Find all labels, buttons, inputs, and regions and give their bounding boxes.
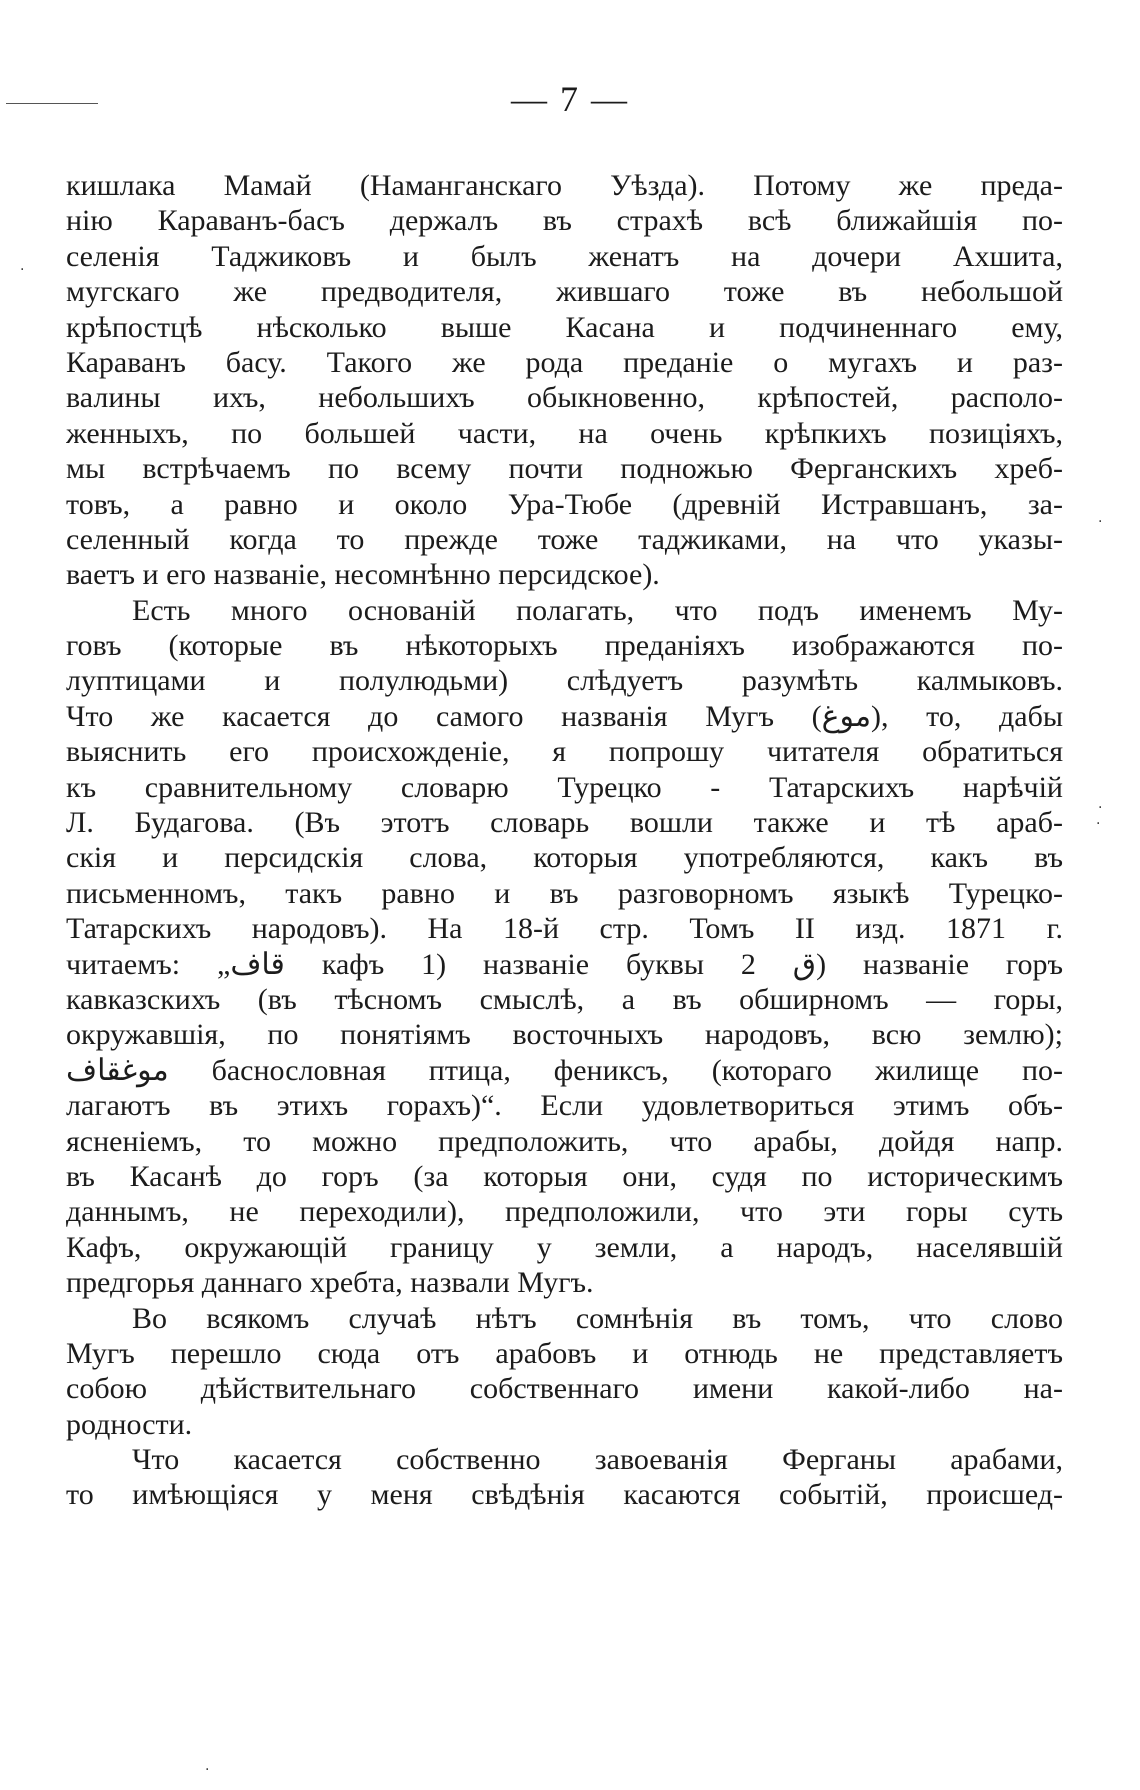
text-line: ясненіемъ, то можно предположить, что арабы, дойдя напр.	[66, 1124, 1063, 1158]
text-line: лагаютъ въ этихъ горахъ)“. Если удовлетвориться этимъ объ-	[66, 1089, 1063, 1123]
text-line: луптицами и полулюдьми) слѣдуетъ разумѣть калмыковъ.	[66, 664, 1063, 698]
text-line: даннымъ, не переходили), предположили, что эти горы суть	[66, 1195, 1063, 1229]
text-line: موغقاف баснословная птица, фениксъ, (котораго жилище по-	[66, 1053, 1063, 1087]
body-text	[66, 168, 1063, 1513]
margin-speck: ·	[20, 262, 25, 278]
text-line: Караванъ басу. Такого же рода преданіе о мугахъ и раз-	[66, 345, 1063, 379]
text-line: родности.	[66, 1407, 193, 1441]
text-line: говъ (которые въ нѣкоторыхъ преданіяхъ изображаются по-	[66, 629, 1063, 663]
text-line: селенія Таджиковъ и былъ женатъ на дочери Ахшита,	[66, 239, 1063, 273]
margin-speck: ·	[1098, 514, 1103, 530]
text-line: собою дѣйствительнаго собственнаго имени какой-либо на-	[66, 1372, 1063, 1406]
text-line: Кафъ, окружающій границу у земли, а народъ, населявшій	[66, 1230, 1063, 1264]
text-line: нію Караванъ-басъ держалъ въ страхѣ всѣ ближайшія по-	[66, 204, 1063, 238]
text-line: крѣпостцѣ нѣсколько выше Касана и подчиненнаго ему,	[66, 310, 1063, 344]
margin-speck: ·	[1096, 816, 1101, 832]
margin-speck: ·	[1098, 800, 1103, 816]
text-line: Мугъ перешло сюда отъ арабовъ и отнюдь не представляетъ	[66, 1336, 1063, 1370]
text-line: къ сравнительному словарю Турецко - Татарскихъ нарѣчій	[66, 770, 1063, 804]
text-line: Есть много основаній полагать, что подъ именемъ Му-	[132, 593, 1063, 627]
text-line: предгорья даннаго хребта, назвали Мугъ.	[66, 1266, 594, 1300]
text-line: Татарскихъ народовъ). На 18-й стр. Томъ II изд. 1871 г.	[66, 912, 1063, 946]
text-line: Что касается собственно завоеванія Ферганы арабами,	[132, 1443, 1063, 1477]
text-line: мы встрѣчаемъ по всему почти подножью Ферганскихъ хреб-	[66, 452, 1063, 486]
text-line: ваетъ и его названіе, несомнѣнно персидское).	[66, 558, 660, 592]
margin-speck: ·	[205, 1762, 210, 1778]
text-line: читаемъ: „قاف кафъ 1) названіе буквы ق 2) названіе горъ	[66, 947, 1063, 981]
page-number: — 7 —	[511, 79, 629, 119]
text-line: Что же касается до самого названія Мугъ (موغ), то, дабы	[66, 699, 1063, 733]
text-line: Во всякомъ случаѣ нѣтъ сомнѣнія въ томъ, что слово	[132, 1301, 1063, 1335]
text-line: мугскаго же предводителя, жившаго тоже въ небольшой	[66, 275, 1063, 309]
text-line: кавказскихъ (въ тѣсномъ смыслѣ, а въ обширномъ — горы,	[66, 982, 1063, 1016]
text-line: кишлака Мамай (Наманганскаго Уѣзда). Потому же преда-	[66, 169, 1063, 202]
text-line: письменномъ, такъ равно и въ разговорномъ языкѣ Турецко-	[66, 876, 1063, 910]
text-line: Л. Будагова. (Въ этотъ словарь вошли также и тѣ араб-	[66, 806, 1063, 840]
text-line: окружавшія, по понятіямъ восточныхъ народовъ, всю землю);	[66, 1018, 1063, 1052]
text-line: выяснить его происхожденіе, я попрошу читателя обратиться	[66, 735, 1063, 769]
text-line: женныхъ, по большей части, на очень крѣпкихъ позиціяхъ,	[66, 416, 1063, 450]
text-line: въ Касанѣ до горъ (за которыя они, судя по историческимъ	[66, 1159, 1063, 1193]
text-line: скія и персидскія слова, которыя употребляются, какъ въ	[66, 841, 1063, 875]
text-line: валины ихъ, небольшихъ обыкновенно, крѣпостей, располо-	[66, 381, 1063, 415]
text-line: то имѣющіяся у меня свѣдѣнія касаются событій, происшед-	[66, 1478, 1063, 1512]
text-line: селенный когда то прежде тоже таджиками, на что указы-	[66, 522, 1063, 556]
text-line: товъ, а равно и около Ура-Тюбе (древній Истравшанъ, за-	[66, 487, 1063, 521]
